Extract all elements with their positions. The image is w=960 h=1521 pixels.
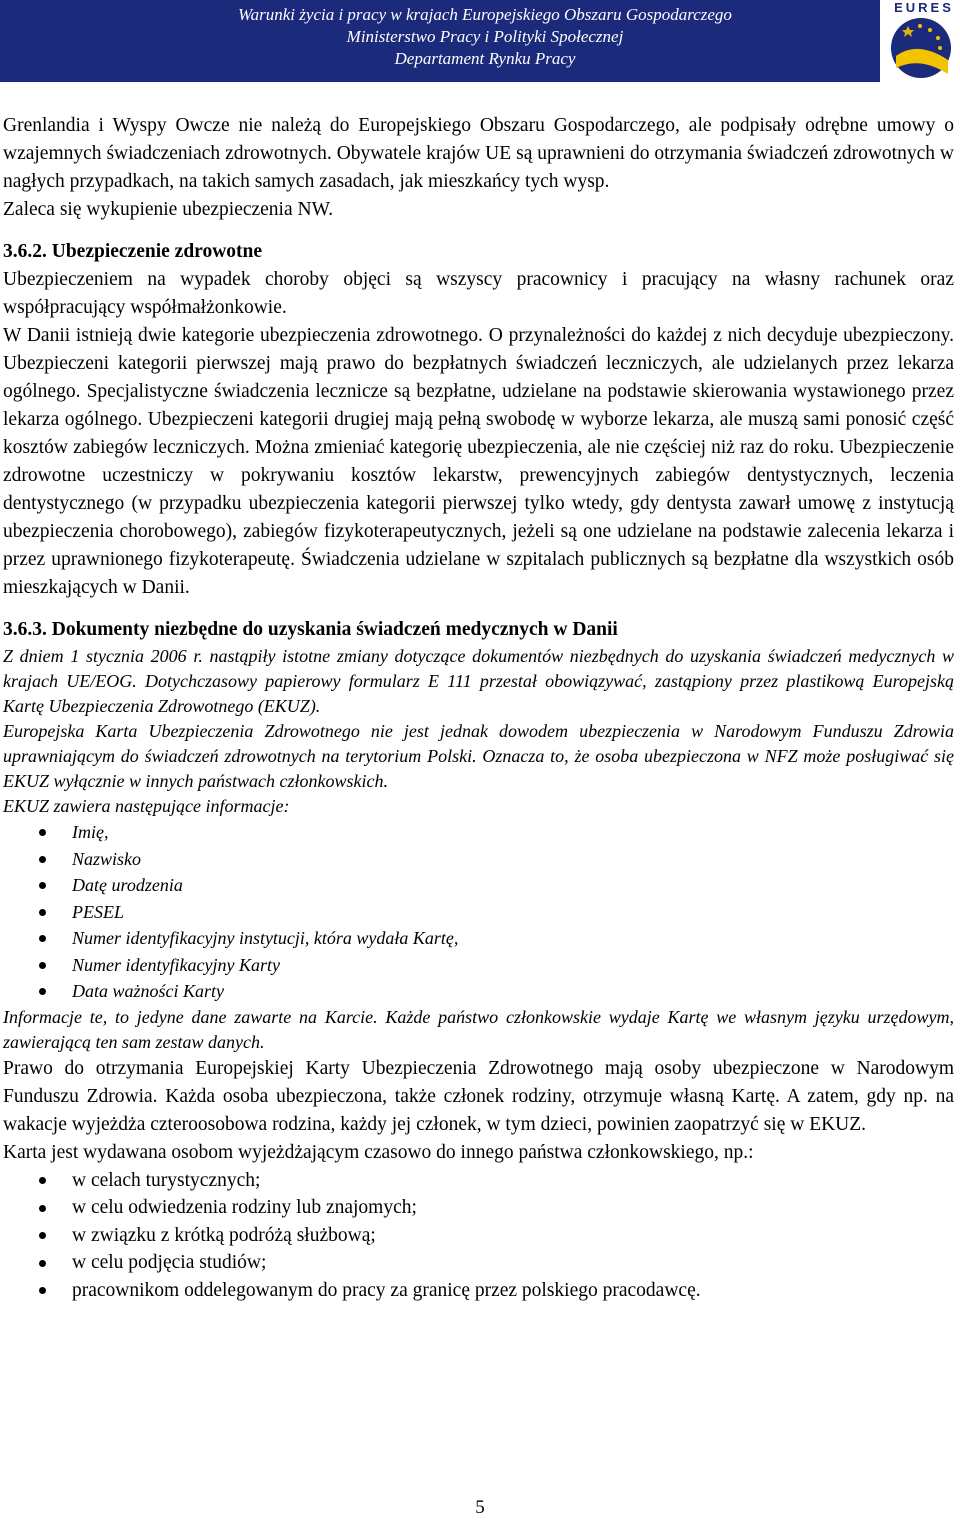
list-item: PESEL bbox=[3, 899, 954, 926]
section-heading-3-6-2: 3.6.2. Ubezpieczenie zdrowotne bbox=[3, 241, 263, 262]
list-item: Nazwisko bbox=[3, 846, 954, 873]
section-362-paragraph-2: W Danii istnieją dwie kategorie ubezpieczenia zdrowotnego. O przynależności do każdej z nich decyduje ubezpieczony. Ubezpieczeni kategorii pierwszej mają prawo do bezpłatnych świadczeń leczniczych, ale udzielanych przez lekarza ogólnego. Specjalistyczne świadczenia lecznicze są bezpłatne, udzielane na podstawie skierowania wystawionego przez lekarza ogólnego. Ubezpieczeni kategorii drugiej mają pełną swobodę w wyborze lekarza, ale muszą sami ponosić część kosztów zabiegów leczniczych. Można zmieniać kategorię ubezpieczenia, ale nie częściej niż raz do roku. Ubezpieczenie zdrowotne uczestniczy w pokrywaniu kosztów lekarstw, prewencyjnych zabiegów dentystycznych, leczenia dentystycznego (w przypadku ubezpieczenia kategorii pierwszej tylko wtedy, gdy dentysta zawarł umowę z instytucją ubezpieczenia chorobowego), zabiegów fizykoterapeutycznych, jeżeli są one udzielane na podstawie zalecenia lekarza i przez uprawnionego fizykoterapeutę. Świadczenia udzielane w szpitalach publicznych są bezpłatne dla wszystkich osób mieszkających w Danii. bbox=[3, 325, 954, 598]
list-item: Numer identyfikacyjny instytucji, która wydała Kartę, bbox=[3, 925, 954, 952]
header-ministry: Ministerstwo Pracy i Polityki Społecznej bbox=[346, 27, 624, 46]
list-item: w celach turystycznych; bbox=[3, 1167, 954, 1195]
spacer bbox=[3, 602, 954, 616]
list-item: Datę urodzenia bbox=[3, 872, 954, 899]
document-body bbox=[3, 112, 954, 1304]
list-item: w celu odwiedzenia rodziny lub znajomych; bbox=[3, 1194, 954, 1222]
list-item: w związku z krótką podróżą służbową; bbox=[3, 1222, 954, 1250]
section-363-italic-paragraph-2: Europejska Karta Ubezpieczenia Zdrowotnego nie jest jednak dowodem ubezpieczenia w Narodowym Funduszu Zdrowia uprawniającym do świadczeń zdrowotnych na terytorium Polski. Oznacza to, że osoba ubezpieczona w NFZ może posługiwać się EKUZ wyłącznie w innych państwach członkowskich. bbox=[3, 721, 954, 791]
list-item: w celu podjęcia studiów; bbox=[3, 1249, 954, 1277]
spacer bbox=[3, 224, 954, 238]
header-text-block bbox=[190, 4, 780, 70]
header-title: Warunki życia i pracy w krajach Europejskiego Obszaru Gospodarczego bbox=[238, 5, 732, 24]
eures-logo-text: EURES bbox=[894, 0, 954, 15]
eures-emblem-icon bbox=[890, 16, 952, 80]
ekuz-list-intro: EKUZ zawiera następujące informacje: bbox=[3, 796, 290, 816]
list-item: Data ważności Karty bbox=[3, 978, 954, 1005]
page-header bbox=[0, 0, 960, 82]
ekuz-info-list bbox=[3, 819, 954, 1005]
page-number: 5 bbox=[475, 1497, 485, 1518]
section-363-paragraph-4: Prawo do otrzymania Europejskiej Karty Ubezpieczenia Zdrowotnego mają osoby ubezpieczone w Narodowym Funduszu Zdrowia. Każda osoba ubezpieczona, także członek rodziny, otrzymuje własną Kartę. A zatem, gdy np. na wakacje wyjeżdża czteroosobowa rodzina, każdy jej członek, w tym dzieci, powinien zaopatrzyć się w EKUZ. bbox=[3, 1057, 954, 1135]
eures-logo bbox=[880, 0, 960, 82]
section-heading-3-6-3: 3.6.3. Dokumenty niezbędne do uzyskania świadczeń medycznych w Danii bbox=[3, 619, 618, 640]
list-item: Numer identyfikacyjny Karty bbox=[3, 952, 954, 979]
card-purpose-list bbox=[3, 1167, 954, 1305]
intro-note: Zaleca się wykupienie ubezpieczenia NW. bbox=[3, 199, 334, 220]
section-363-italic-paragraph-1: Z dniem 1 stycznia 2006 r. nastąpiły istotne zmiany dotyczące dokumentów niezbędnych do uzyskania świadczeń medycznych w krajach UE/EOG. Dotychczasowy papierowy formularz E 111 przestał obowiązywać, zastąpiony przez plastikową Europejską Kartę Ubezpieczenia Zdrowotnego (EKUZ). bbox=[3, 646, 954, 716]
intro-paragraph: Grenlandia i Wyspy Owcze nie należą do Europejskiego Obszaru Gospodarczego, ale podpisały odrębne umowy o wzajemnych świadczeniach zdrowotnych. Obywatele krajów UE są uprawnieni do otrzymania świadczeń zdrowotnych w nagłych przypadkach, na takich samych zasadach, jak mieszkańcy tych wysp. bbox=[3, 115, 954, 192]
list-item: Imię, bbox=[3, 819, 954, 846]
list-item: pracownikom oddelegowanym do pracy za granicę przez polskiego pracodawcę. bbox=[3, 1277, 954, 1305]
section-362-paragraph-1: Ubezpieczeniem na wypadek choroby objęci są wszyscy pracownicy i pracujący na własny rachunek oraz współpracujący współmałżonkowie. bbox=[3, 269, 954, 318]
card-purpose-list-intro: Karta jest wydawana osobom wyjeżdżającym czasowo do innego państwa członkowskiego, np.: bbox=[3, 1141, 754, 1163]
section-363-italic-paragraph-3: Informacje te, to jedyne dane zawarte na Karcie. Każde państwo członkowskie wydaje Kartę we własnym języku urzędowym, zawierającą ten sam zestaw danych. bbox=[3, 1006, 954, 1052]
header-department: Departament Rynku Pracy bbox=[394, 49, 576, 68]
